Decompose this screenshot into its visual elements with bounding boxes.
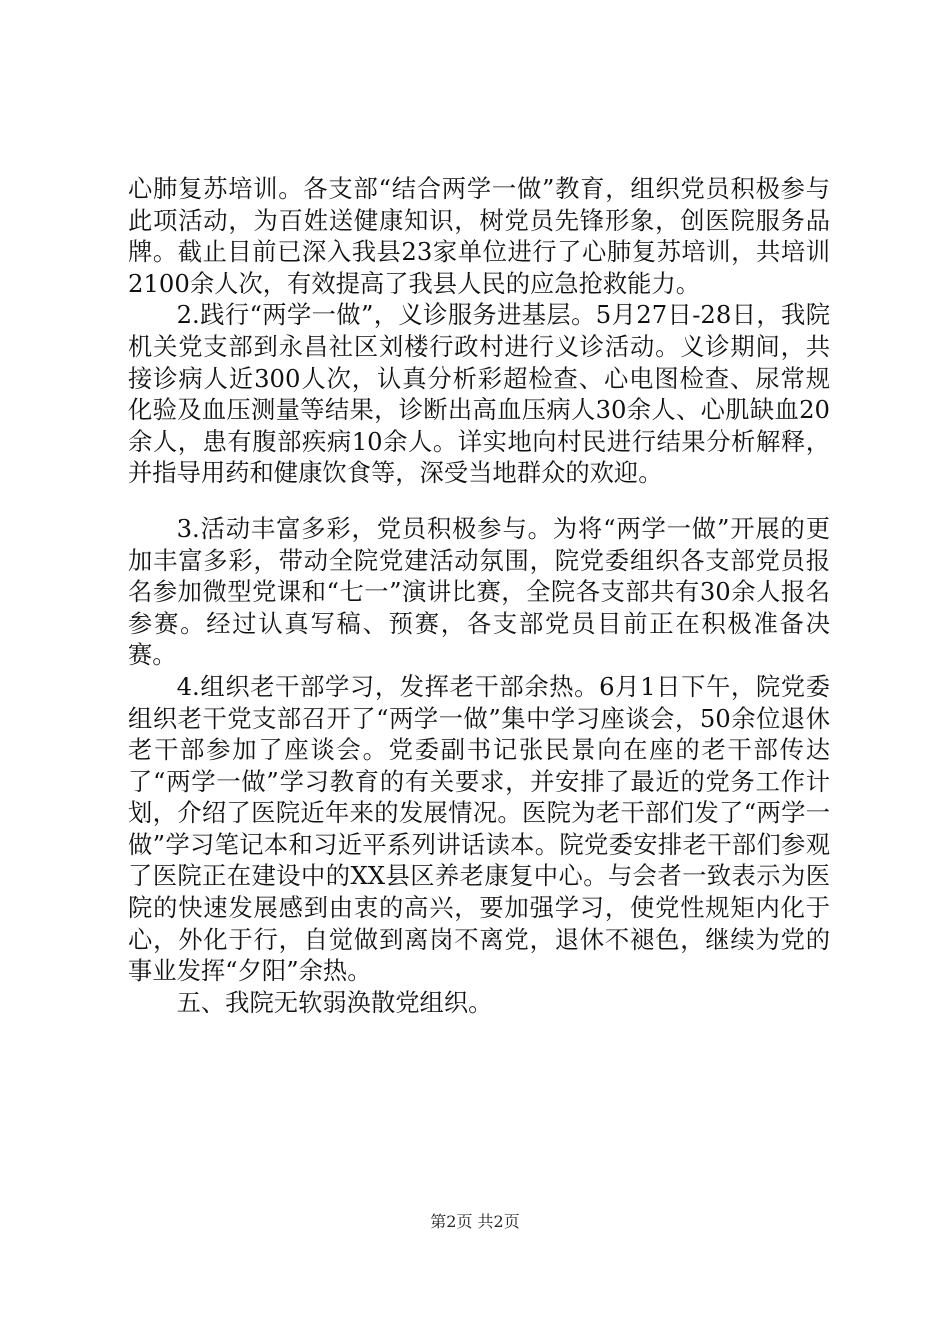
paragraph-cpr-training: 心肺复苏培训。各支部“结合两学一做”教育，组织党员积极参与此项活动，为百姓送健康知识，树党员先锋形象，创医院服务品牌。截止目前已深入我县23家单位进行了心肺复苏培训，共培训2100余人次，有效提高了我县人民的应急抢救能力。 xyxy=(128,174,830,298)
paragraph-free-clinic: 2.践行“两学一做”，义诊服务进基层。5月27日-28日，我院机关党支部到永昌社区刘楼行政村进行义诊活动。义诊期间，共接诊病人近300人次，认真分析彩超检查、心电图检查、尿常规化验及血压测量等结果，诊断出高血压病人30余人、心肌缺血20余人，患有腹部疾病10余人。详实地向村民进行结果分析解释，并指导用药和健康饮食等，深受当地群众的欢迎。 xyxy=(128,300,830,488)
paragraph-veteran-cadres: 4.组织老干部学习，发挥老干部余热。6月1日下午，院党委组织老干党支部召开了“两学一做”集中学习座谈会，50余位退休老干部参加了座谈会。党委副书记张民景向在座的老干部传达了“两学一做”学习教育的有关要求，并安排了最近的党务工作计划，介绍了医院近年来的发展情况。医院为老干部们发了“两学一做”学习笔记本和习近平系列讲话读本。院党委安排老干部们参观了医院正在建设中的XX县区养老康复中心。与会者一致表示为医院的快速发展感到由衷的高兴，要加强学习，使党性规矩内化于心，外化于行，自觉做到离岗不离党，退休不褪色，继续为党的事业发挥“夕阳”余热。 xyxy=(128,671,830,986)
paragraph-section-five: 五、我院无软弱涣散党组织。 xyxy=(176,987,493,1017)
document-body xyxy=(128,173,830,1018)
paragraph-activities: 3.活动丰富多彩，党员积极参与。为将“两学一做”开展的更加丰富多彩，带动全院党建活动氛围，院党委组织各支部党员报名参加微型党课和“七一”演讲比赛，全院各支部共有30余人报名参赛。经过认真写稿、预赛，各支部党员目前正在积极准备决赛。 xyxy=(128,513,830,670)
page-number-footer: 第2页 共2页 xyxy=(430,1212,520,1231)
